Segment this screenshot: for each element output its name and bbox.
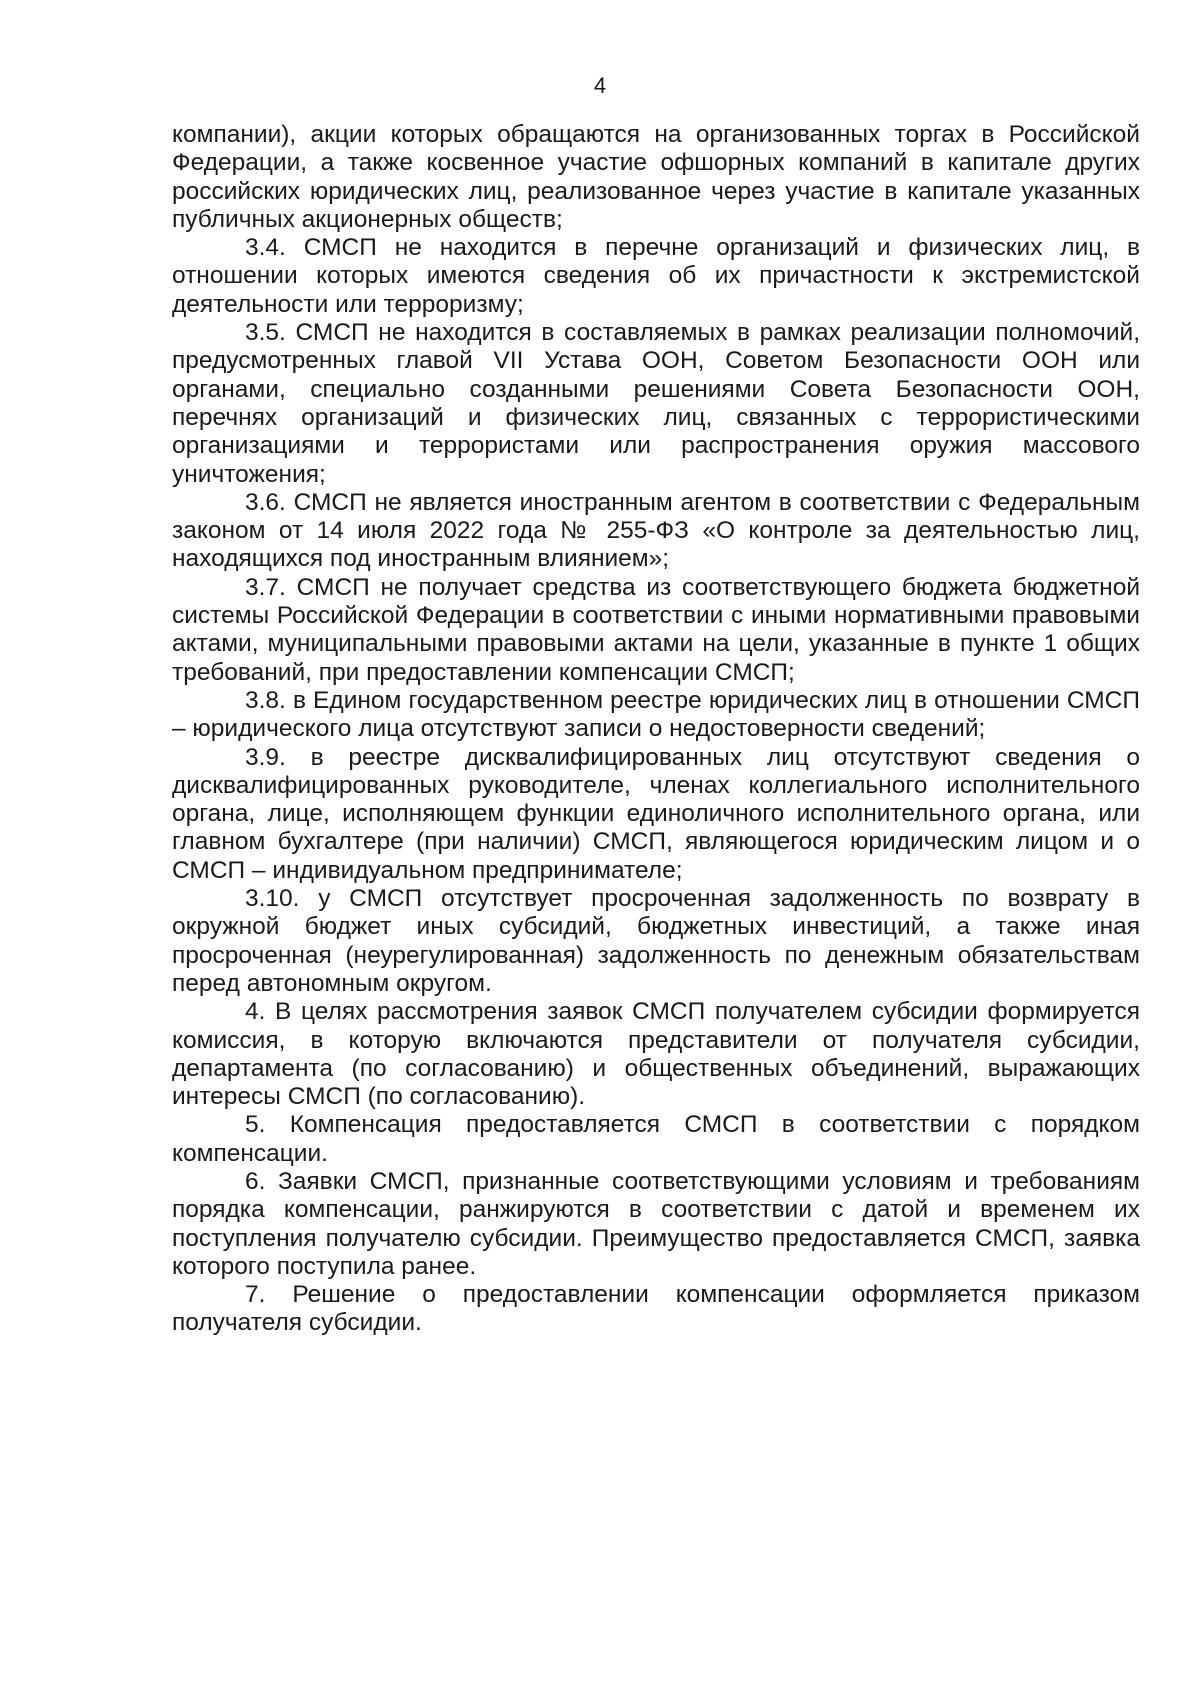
- paragraph-3-9: 3.9. в реестре дисквалифицированных лиц отсутствуют сведения о дисквалифицированных руководителе, членах коллегиального исполнительного органа, лице, исполняющем функции единоличного исполнительного органа, или главном бухгалтере (при наличии) СМСП, являющегося юридическим лицом и о СМСП – индивидуальном предпринимателе;: [172, 743, 1140, 884]
- paragraph-3-8: 3.8. в Едином государственном реестре юридических лиц в отношении СМСП – юридического лица отсутствуют записи о недостоверности сведений;: [172, 686, 1140, 743]
- paragraph-continuation: компании), акции которых обращаются на организованных торгах в Российской Федерации, а также косвенное участие офшорных компаний в капитале других российских юридических лиц, реализованное через участие в капитале указанных публичных акционерных обществ;: [172, 121, 1140, 233]
- paragraph-7: 7. Решение о предоставлении компенсации оформляется приказом получателя субсидии.: [172, 1281, 1140, 1337]
- paragraph-3-10: 3.10. у СМСП отсутствует просроченная задолженность по возврату в окружной бюджет иных субсидий, бюджетных инвестиций, а также иная просроченная (неурегулированная) задолженность по денежным обязательствам перед автономным округом.: [172, 885, 1140, 997]
- paragraph-3-4: 3.4. СМСП не находится в перечне организаций и физических лиц, в отношении которых имеются сведения об их причастности к экстремистской деятельности или терроризму;: [172, 234, 1140, 318]
- paragraph-3-6: 3.6. СМСП не является иностранным агентом в соответствии с Федеральным законом от 14 июля 2022 года № 255-ФЗ «О контроле за деятельностью лиц, находящихся под иностранным влиянием»;: [172, 488, 1140, 573]
- paragraph-6: 6. Заявки СМСП, признанные соответствующими условиям и требованиям порядка компенсации, ранжируются в соответствии с датой и временем их поступления получателю субсидии. Преимущество предоставляется СМСП, заявка которого поступила ранее.: [172, 1167, 1140, 1280]
- paragraph-3-5: 3.5. СМСП не находится в составляемых в рамках реализации полномочий, предусмотренных главой VII Устава ООН, Советом Безопасности ООН или органами, специально созданными решениями Совета Безопасности ООН, перечнях организаций и физических лиц, связанных с террористическими организациями и террористами или распространения оружия массового уничтожения;: [172, 319, 1140, 488]
- paragraph-3-7: 3.7. СМСП не получает средства из соответствующего бюджета бюджетной системы Российской Федерации в соответствии с иными нормативными правовыми актами, муниципальными правовыми актами на цели, указанные в пункте 1 общих требований, при предоставлении компенсации СМСП;: [172, 573, 1140, 686]
- paragraph-4: 4. В целях рассмотрения заявок СМСП получателем субсидии формируется комиссия, в которую включаются представители от получателя субсидии, департамента (по согласованию) и общественных объединений, выражающих интересы СМСП (по согласованию).: [172, 998, 1140, 1111]
- document-body: [172, 121, 1140, 1338]
- page-number: 4: [593, 73, 607, 98]
- paragraph-5: 5. Компенсация предоставляется СМСП в соответствии с порядком компенсации.: [172, 1111, 1140, 1167]
